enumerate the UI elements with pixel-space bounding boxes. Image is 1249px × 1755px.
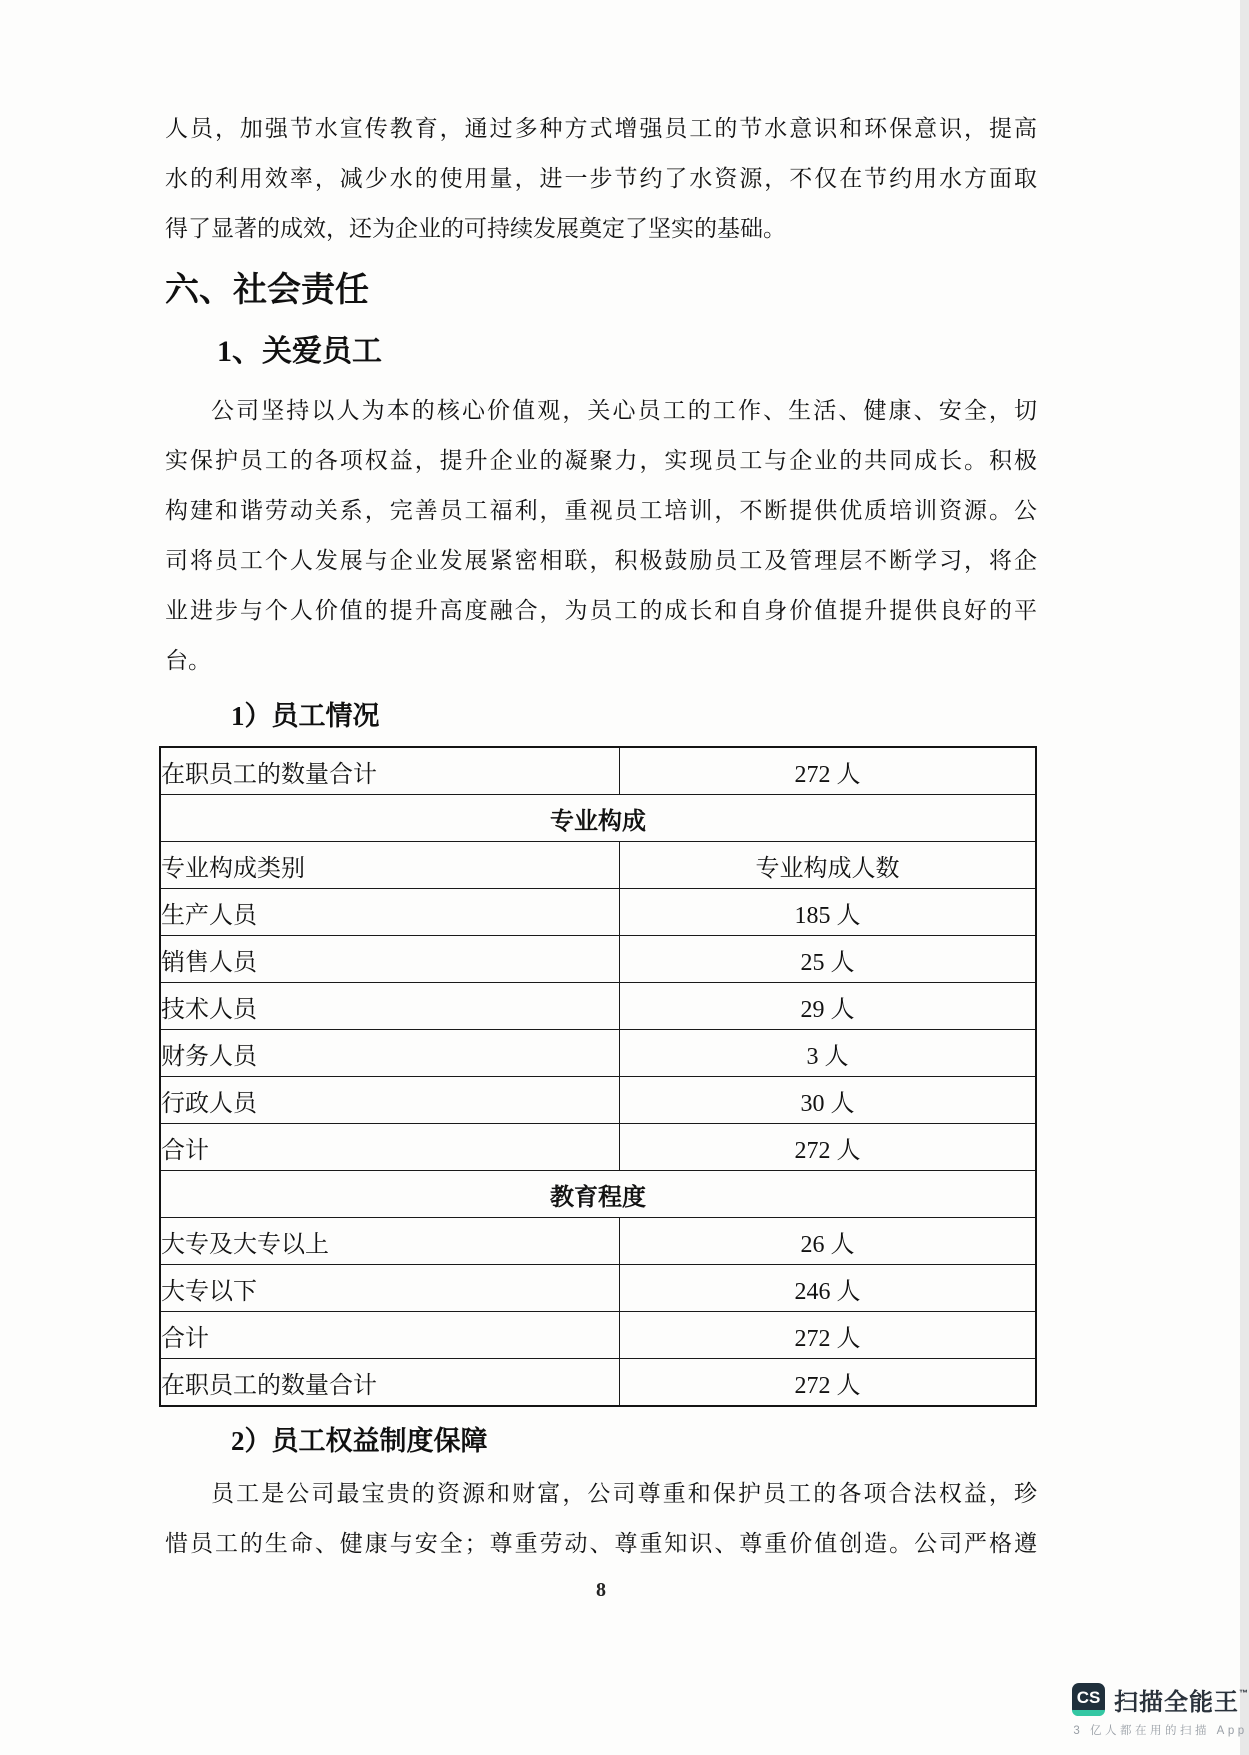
table-cell-label: 合计 (160, 1124, 620, 1171)
table-cell-value: 29 人 (620, 983, 1037, 1030)
table-cell-value: 272 人 (620, 1312, 1037, 1359)
employee-statistics-table (159, 746, 1037, 1407)
table-cell-label: 在职员工的数量合计 (160, 1359, 620, 1407)
subsection-heading-caring-for-employees: 1、关爱员工 (217, 335, 382, 368)
table-row (160, 1030, 1036, 1077)
paragraph-line: 司将员工个人发展与企业发展紧密相联，积极鼓励员工及管理层不断学习，将企 (165, 548, 1037, 573)
cs-icon-accent-strip (1072, 1710, 1105, 1716)
rights-paragraph (165, 1469, 1037, 1569)
table-cell-label: 财务人员 (160, 1030, 620, 1077)
table-cell-value: 25 人 (620, 936, 1037, 983)
table-cell-label: 技术人员 (160, 983, 620, 1030)
table-cell-label: 大专及大专以上 (160, 1218, 620, 1265)
camscanner-tagline: 3 亿人都在用的扫描 App (1073, 1725, 1248, 1737)
table-row (160, 1077, 1036, 1124)
table-row (160, 747, 1036, 795)
paragraph-line: 公司坚持以人为本的核心价值观，关心员工的工作、生活、健康、安全，切 (211, 398, 1037, 423)
table-cell-label: 专业构成类别 (160, 842, 620, 889)
page-number: 8 (596, 1579, 606, 1601)
table-cell-value: 专业构成人数 (620, 842, 1037, 889)
cs-icon-letters: CS (1076, 1687, 1101, 1707)
app-name-text: 扫描全能王 (1114, 1689, 1239, 1716)
table-row (160, 1218, 1036, 1265)
paragraph-line: 员工是公司最宝贵的资源和财富，公司尊重和保护员工的各项合法权益，珍 (211, 1481, 1037, 1506)
table-row (160, 983, 1036, 1030)
table-section-header: 教育程度 (160, 1171, 1036, 1218)
section-heading-social-responsibility: 六、社会责任 (165, 271, 369, 309)
table-section-header-row (160, 1171, 1036, 1218)
table-cell-value: 30 人 (620, 1077, 1037, 1124)
paragraph-line: 业进步与个人价值的提升高度融合，为员工的成长和自身价值提升提供良好的平 (165, 598, 1037, 623)
table-cell-value: 26 人 (620, 1218, 1037, 1265)
trademark-symbol: ™ (1239, 1688, 1249, 1698)
item-heading-employee-rights: 2）员工权益制度保障 (231, 1426, 488, 1456)
paragraph-line: 台。 (165, 648, 211, 673)
paragraph-line: 得了显著的成效，还为企业的可持续发展奠定了坚实的基础。 (165, 216, 786, 241)
paragraph-line: 水的利用效率，减少水的使用量，进一步节约了水资源，不仅在节约用水方面取 (165, 166, 1037, 191)
table-row (160, 1124, 1036, 1171)
item-heading-employee-situation: 1）员工情况 (231, 701, 380, 731)
table-cell-label: 销售人员 (160, 936, 620, 983)
table-row (160, 936, 1036, 983)
paragraph-line: 构建和谐劳动关系，完善员工福利，重视员工培训，不断提供优质培训资源。公 (165, 498, 1037, 523)
paragraph-line: 人员，加强节水宣传教育，通过多种方式增强员工的节水意识和环保意识，提高 (165, 116, 1037, 141)
care-paragraph (165, 386, 1037, 686)
table-cell-value: 3 人 (620, 1030, 1037, 1077)
table-row (160, 1265, 1036, 1312)
table-row (160, 889, 1036, 936)
table-cell-value: 272 人 (620, 747, 1037, 795)
camscanner-app-icon (1072, 1683, 1105, 1716)
camscanner-app-name (1114, 1682, 1249, 1717)
table-section-header-row (160, 795, 1036, 842)
camscanner-logo-row (1072, 1682, 1249, 1717)
table-cell-value: 272 人 (620, 1124, 1037, 1171)
table-cell-value: 185 人 (620, 889, 1037, 936)
intro-paragraph (165, 104, 1037, 254)
table-cell-label: 在职员工的数量合计 (160, 747, 620, 795)
camscanner-watermark (1072, 1682, 1249, 1738)
page-content (161, 104, 1037, 1602)
paragraph-line: 惜员工的生命、健康与安全；尊重劳动、尊重知识、尊重价值创造。公司严格遵 (165, 1531, 1037, 1556)
table-cell-label: 合计 (160, 1312, 620, 1359)
table-section-header: 专业构成 (160, 795, 1036, 842)
table-cell-value: 246 人 (620, 1265, 1037, 1312)
paragraph-line: 实保护员工的各项权益，提升企业的凝聚力，实现员工与企业的共同成长。积极 (165, 448, 1037, 473)
table-cell-label: 大专以下 (160, 1265, 620, 1312)
table-cell-label: 生产人员 (160, 889, 620, 936)
table-cell-value: 272 人 (620, 1359, 1037, 1407)
table-row (160, 842, 1036, 889)
table-cell-label: 行政人员 (160, 1077, 620, 1124)
table-row (160, 1359, 1036, 1407)
table-row (160, 1312, 1036, 1359)
